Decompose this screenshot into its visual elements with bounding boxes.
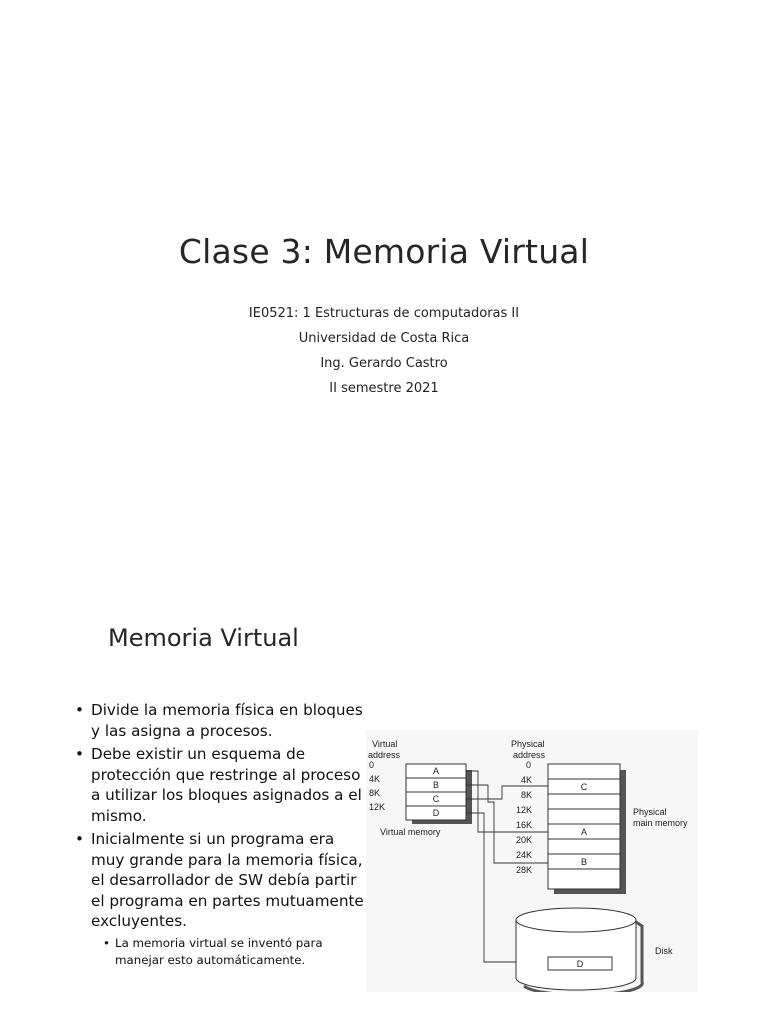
bullet-icon: • [75, 745, 84, 763]
bullet-icon: • [103, 935, 110, 950]
virtual-header-line2: address [368, 750, 401, 760]
virtual-address-label: 12K [369, 802, 386, 812]
virtual-address-label: 4K [369, 774, 381, 784]
physical-address-label: 16K [516, 820, 533, 830]
physical-caption-line2: main memory [633, 818, 688, 828]
virtual-page-label: C [432, 794, 440, 804]
disk-top [516, 908, 636, 932]
physical-header-line2: address [513, 750, 546, 760]
virtual-memory-block [406, 764, 466, 820]
physical-address-label: 4K [521, 775, 533, 785]
bullet-item [75, 700, 365, 741]
virtual-header-line1: Virtual [372, 739, 398, 749]
slide-title: Clase 3: Memoria Virtual [178, 232, 590, 271]
disk-icon [516, 908, 642, 992]
slide-heading: Memoria Virtual [108, 624, 299, 652]
physical-frame-label: C [580, 782, 588, 792]
physical-memory-block [548, 764, 620, 889]
bullet-icon: • [75, 701, 84, 719]
bullet-item [75, 829, 365, 932]
bullet-item [75, 744, 365, 826]
physical-address-label: 20K [516, 835, 533, 845]
virtual-memory-diagram [366, 730, 698, 992]
virtual-address-label: 0 [369, 760, 375, 770]
instructor-line: Ing. Gerardo Castro [320, 356, 448, 371]
physical-frame-label: A [580, 827, 588, 837]
physical-address-label: 24K [516, 850, 533, 860]
bullet-text: Inicialmente si un programa era muy grande para la memoria física, el desarrollador de SW debía partir el programa en partes mutuamente excluyentes. [91, 830, 364, 930]
bullet-list [75, 700, 365, 969]
virtual-page-label: B [432, 780, 440, 790]
physical-address-label: 12K [516, 805, 533, 815]
bullet-icon: • [75, 830, 84, 848]
bullet-text: Divide la memoria física en bloques y las asigna a procesos. [91, 701, 363, 740]
physical-frame-box [548, 839, 620, 854]
physical-header-line1: Physical [511, 739, 545, 749]
sub-bullet-item [75, 935, 365, 969]
bullet-text: Debe existir un esquema de protección que restringe al proceso a utilizar los bloques asignados a el mismo. [91, 745, 362, 825]
course-line: IE0521: 1 Estructuras de computadoras II [248, 306, 520, 321]
virtual-memory-caption: Virtual memory [380, 827, 441, 837]
physical-frame-label: B [580, 857, 588, 867]
disk-page-label: D [576, 959, 584, 969]
semester-line: II semestre 2021 [329, 381, 439, 396]
physical-address-label: 28K [516, 865, 533, 875]
physical-address-label: 0 [526, 760, 532, 770]
virtual-address-label: 8K [369, 788, 381, 798]
content-slide [0, 580, 768, 1024]
physical-frame-box [548, 764, 620, 779]
university-line: Universidad de Costa Rica [298, 331, 470, 346]
virtual-page-label: D [432, 808, 440, 818]
physical-frame-box [548, 794, 620, 809]
physical-frame-box [548, 809, 620, 824]
physical-caption-line1: Physical [633, 807, 667, 817]
sub-bullet-text: La memoria virtual se inventó para manejar esto automáticamente. [115, 935, 323, 967]
virtual-page-label: A [432, 766, 440, 776]
disk-label: Disk [655, 946, 673, 956]
physical-address-label: 8K [521, 790, 533, 800]
physical-frame-box [548, 869, 620, 889]
